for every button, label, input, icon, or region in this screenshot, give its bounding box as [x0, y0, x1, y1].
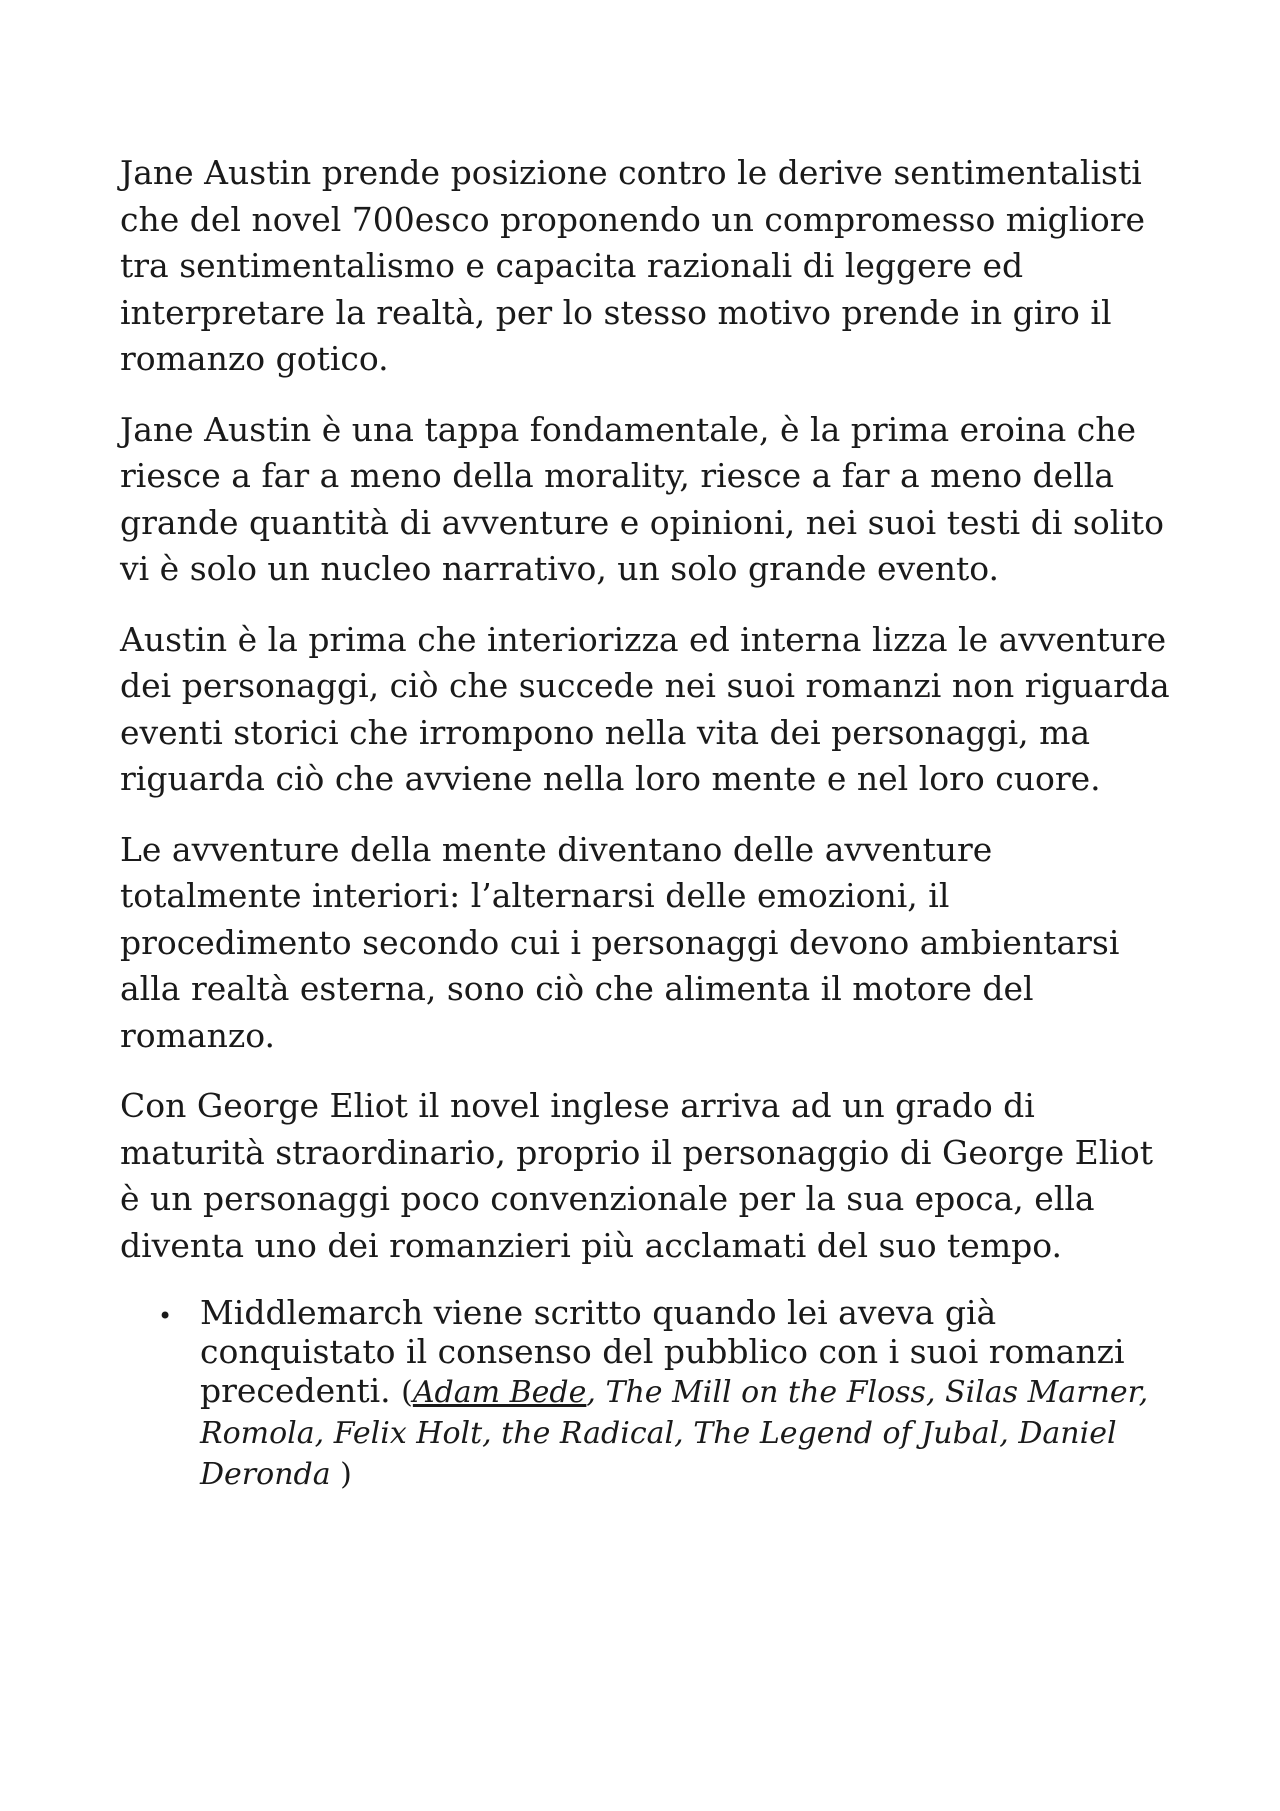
- middlemarch-sentence: Middlemarch viene scritto quando lei aveva già conquistato il consenso del pubblico con i suoi romanzi precedenti.: [200, 1293, 1125, 1410]
- list-item: [120, 1293, 1180, 1494]
- paragraph-austen-milestone: Jane Austin è una tappa fondamentale, è la prima eroina che riesce a far a meno della morality, riesce a far a meno della grande quantità di avventure e opinioni, nei suoi testi di solito vi è solo un nucleo narrativo, un solo grande evento.: [120, 409, 1164, 588]
- bullet-text: [200, 1293, 1148, 1492]
- document-page: [120, 150, 1180, 1494]
- paragraph-austen-sentimentalism: Jane Austin prende posizione contro le derive sentimentalisti che del novel 700esco proponendo un compromesso migliore tra sentimentalismo e capacita razionali di leggere ed interpretare la realtà, per lo stesso motivo prende in giro il romanzo gotico.: [120, 153, 1146, 378]
- close-paren: ): [330, 1457, 352, 1492]
- work-titles-rest: , The Mill on the Floss, Silas Marner, Romola, Felix Holt, the Radical, The Legend of Jubal, Daniel Deronda: [200, 1375, 1149, 1492]
- paragraph-mind-adventures: Le avventure della mente diventano delle avventure totalmente interiori: l’alternarsi delle emozioni, il procedimento secondo cui i personaggi devono ambientarsi alla realtà esterna, sono ciò che alimenta il motore del romanzo.: [120, 829, 1120, 1055]
- bullet-list: [120, 1293, 1180, 1494]
- work-title-adam-bede: Adam Bede: [412, 1375, 587, 1410]
- bullet-icon: •: [158, 1302, 173, 1330]
- paragraph-george-eliot: Con George Eliot il novel inglese arriva ad un grado di maturità straordinario, proprio il personaggio di George Eliot è un personaggi poco convenzionale per la sua epoca, ella diventa uno dei romanzieri più acclamati del suo tempo.: [120, 1086, 1153, 1265]
- paragraph-austen-interiority: Austin è la prima che interiorizza ed interna lizza le avventure dei personaggi, ciò che succede nei suoi romanzi non riguarda eventi storici che irrompono nella vita dei personaggi, ma riguarda ciò che avviene nella loro mente e nel loro cuore.: [120, 619, 1170, 798]
- open-paren: (: [401, 1375, 413, 1410]
